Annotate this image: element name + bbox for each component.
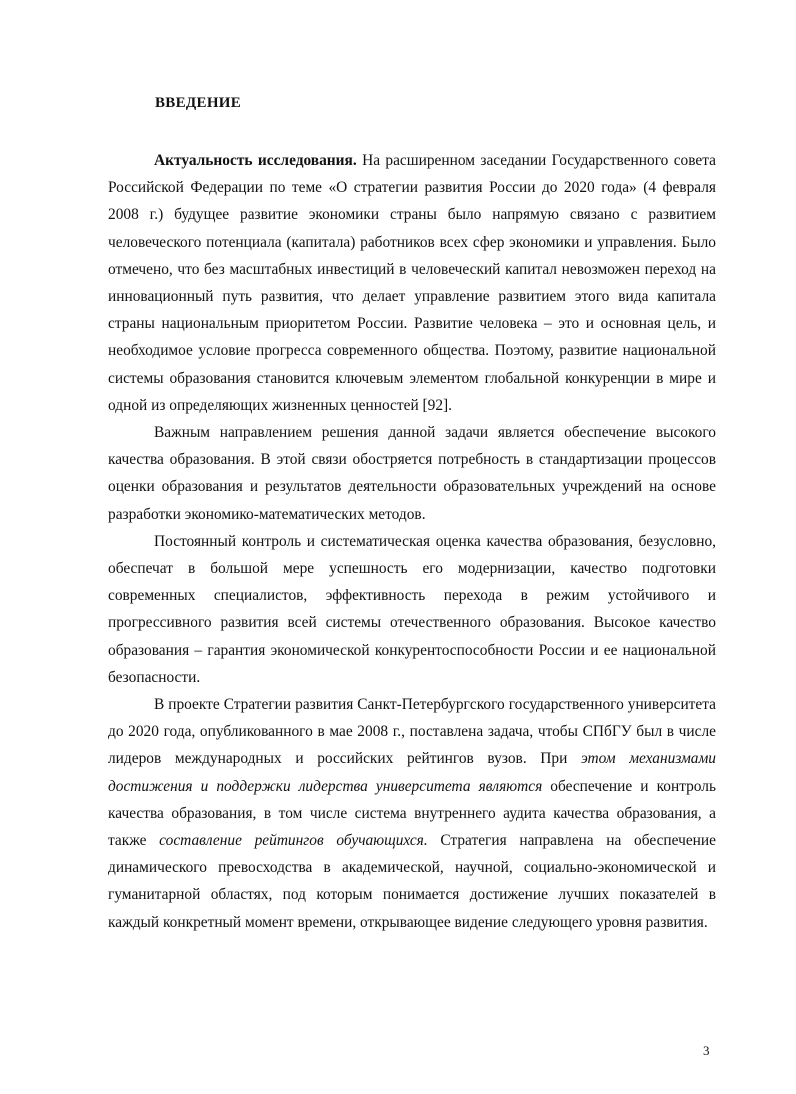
quality-control-text: Постоянный контроль и систематическая оценка качества образования, безусловно, обеспечат в большой мере успешность его модернизации, качество подготовки современных специалистов, эффективность перехода в режим устойчивого и прогрессивного развития всей системы отечественного образования. Высокое качество образования – гарантия экономической конкурентоспособности России и ее национальной безопасности. [108,532,716,686]
quality-standardization-text: Важным направлением решения данной задачи является обеспечение высокого качества образования. В этой связи обостряется потребность в стандартизации процессов оценки образования и результатов деятельности образовательных учреждений на основе разработки экономико-математических методов. [108,424,716,523]
relevance-lead: Актуальность исследования. [154,152,357,169]
paragraph-quality-standardization [108,419,716,528]
paragraph-quality-control [108,528,716,691]
strategy-italic-1: этом механизмами достижения и поддержки лидерства университета являются [108,750,716,795]
paragraph-relevance [108,147,716,419]
strategy-text-2: обеспечение и контроль качества образования, в том числе система внутреннего аудита качества образования, а также [108,777,716,850]
body-text [108,147,716,936]
page-number: 3 [703,1043,710,1058]
strategy-italic-2: составление рейтингов обучающихся. [159,832,428,850]
strategy-text-1: В проекте Стратегии развития Санкт-Петербургского государственного университета до 2020 года, опубликованного в мае 2008 г., поставлена задача, чтобы СПбГУ был в числе лидеров международных и российских рейтингов вузов. При [108,696,716,768]
paragraph-spbgu-strategy [108,691,716,936]
strategy-text-3: Стратегия направлена на обеспечение динамического превосходства в академической, научной, социально-экономической и гуманитарной областях, под которым понимается достижение лучших показателей в каждый конкретный момент времени, открывающее видение следующего уровня развития. [108,832,716,931]
section-heading: ВВЕДЕНИЕ [155,95,242,111]
relevance-text: На расширенном заседании Государственного совета Российской Федерации по теме «О стратегии развития России до 2020 года» (4 февраля 2008 г.) будущее развитие экономики страны было напрямую связано с развитием человеческого потенциала (капитала) работников всех сфер экономики и управления. Было отмечено, что без масштабных инвестиций в человеческий капитал невозможен переход на инновационный путь развития, что делает управление развитием этого вида капитала страны национальным приоритетом России. Развитие человека – это и основная цель, и необходимое условие прогресса современного общества. Поэтому, развитие национальной системы образования становится ключевым элементом глобальной конкуренции в мире и одной из определяющих жизненных ценностей [92]. [108,152,717,414]
